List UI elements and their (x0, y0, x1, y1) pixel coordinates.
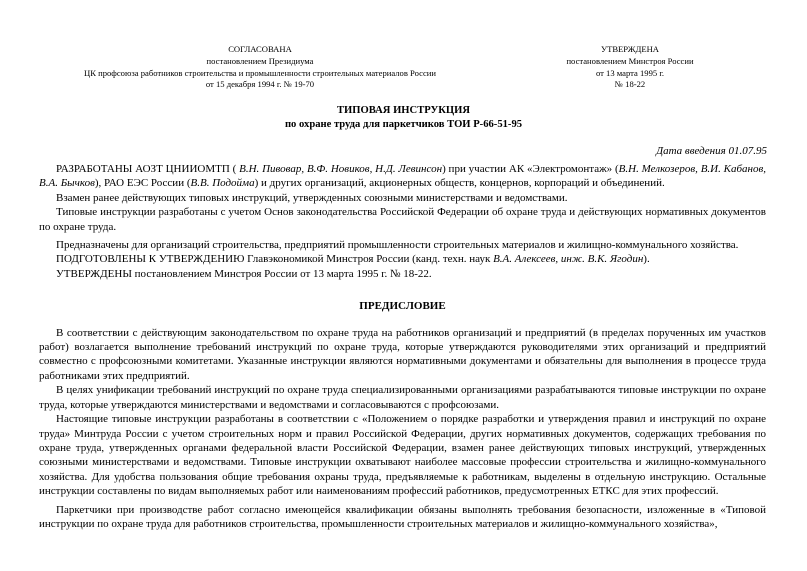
preface-paragraph-1: В соответствии с действующим законодательством по охране труда на работников организаций и предприятий (в пределах порученных им участков работ) возлагается выполнение требований инструкций по охране труда, которые утверждаются руководителями этих организаций и предприятий совместно с профсоюзными комитетами. Указанные инструкции являются нормативными документами и обязательны для выполнения в процессе труда работниками этих предприятий. (39, 326, 766, 382)
effective-date: Дата введения 01.07.95 (656, 145, 767, 157)
basis-paragraph: Типовые инструкции разработаны с учетом Основ законодательства Российской Федерации об охране труда и действующих нормативных документов по охране труда. (39, 206, 766, 233)
prepared-text: ПОДГОТОВЛЕНЫ К УТВЕРЖДЕНИЮ Главэкономикой Минстроя России (канд. техн. наук (56, 253, 494, 266)
agreed-org: ЦК профсоюза работников строительства и промышленности строительных материалов России (84, 67, 436, 78)
developers-text-4: ) и других организаций, акционерных обществ, концернов, корпораций и объединений. (254, 177, 665, 190)
preface-heading: ПРЕДИСЛОВИЕ (359, 300, 446, 313)
document-title (0, 104, 807, 132)
approved-label: УТВЕРЖДЕНА (600, 44, 660, 54)
prepared-paragraph (39, 252, 766, 266)
developers-text-2: ) при участии АК «Электромонтаж» ( (442, 163, 619, 175)
developers-paragraph (39, 162, 766, 191)
replacement-paragraph: Взамен ранее действующих типовых инструкций, утвержденных союзными министерствами и ведомствами. (56, 191, 568, 204)
agreed-date: от 15 декабря 1994 г. № 19-70 (205, 79, 315, 90)
approved-date: от 13 марта 1995 г. (595, 67, 665, 78)
prepared-text-end: ). (643, 253, 650, 266)
approved-by: постановлением Минстроя России (566, 55, 694, 66)
approved-paragraph: УТВЕРЖДЕНЫ постановлением Минстроя России от 13 марта 1995 г. № 18-22. (56, 267, 432, 280)
purpose-paragraph: Предназначены для организаций строительства, предприятий промышленности строительных материалов и жилищно-коммунального хозяйства. (56, 239, 739, 252)
preface-paragraph-4: Паркетчики при производстве работ согласно имеющейся квалификации обязаны выполнять требования безопасности, изложенные в «Типовой инструкции по охране труда для работников строительства, промышленности строительных материалов и жилищно-коммунального хозяйства», (39, 503, 766, 530)
preface-paragraph-3: Настоящие типовые инструкции разработаны в соответствии с «Положением о порядке разработки и утверждения правил и инструкций по охране труда» Минтруда России с учетом строительных норм и правил Российской Федерации, других нормативных документов, содержащих требования по охране труда, утвержденных органами федеральной власти Российской Федерации, взамен ранее действующих типовых инструкций, утвержденных союзными министерствами и ведомствами. Типовые инструкции охватывают наиболее массовые профессии строительства и жилищно-коммунального хозяйства. Для удобства пользования общие требования охраны труда, предъявляемые к работникам, выделены в отдельную инструкцию. Остальные инструкции составлены по видам выполняемых работ или наименованиям профессий работников, предусмотренных ЕТКС для этих профессий. (39, 413, 766, 498)
developers-text-3: ), РАО ЕЭС России ( (94, 177, 191, 190)
developers-names-2: В.Н. Мелкозеров, В.И. Кабанов, В.А. Бычков (39, 163, 767, 190)
document-body (39, 162, 766, 531)
approved-number: № 18-22 (614, 79, 646, 90)
preface-paragraph-2: В целях унификации требований инструкций по охране труда специализированными организациями разрабатываются типовые инструкции по охране труда, которые утверждаются министерствами и ведомствами и согласовываются с профсоюзами. (39, 384, 766, 411)
developers-names-3: В.В. Подойма (190, 177, 255, 190)
prepared-names: В.А. Алексеев, инж. В.К. Ягодин (493, 253, 644, 266)
agreed-label: СОГЛАСОВАНА (228, 44, 292, 54)
approval-block-approved (520, 44, 740, 91)
title-line-1: ТИПОВАЯ ИНСТРУКЦИЯ (336, 105, 471, 116)
title-line-2: по охране труда для паркетчиков ТОИ Р-66-51-95 (284, 119, 523, 130)
approval-block-agreed (40, 44, 480, 91)
developers-text: РАЗРАБОТАНЫ АОЗТ ЦНИИОМТП ( (56, 163, 240, 175)
agreed-by: постановлением Президиума (206, 55, 314, 66)
developers-names-1: В.Н. Пивовар, В.Ф. Новиков, Н.Д. Левинсон (239, 163, 443, 175)
